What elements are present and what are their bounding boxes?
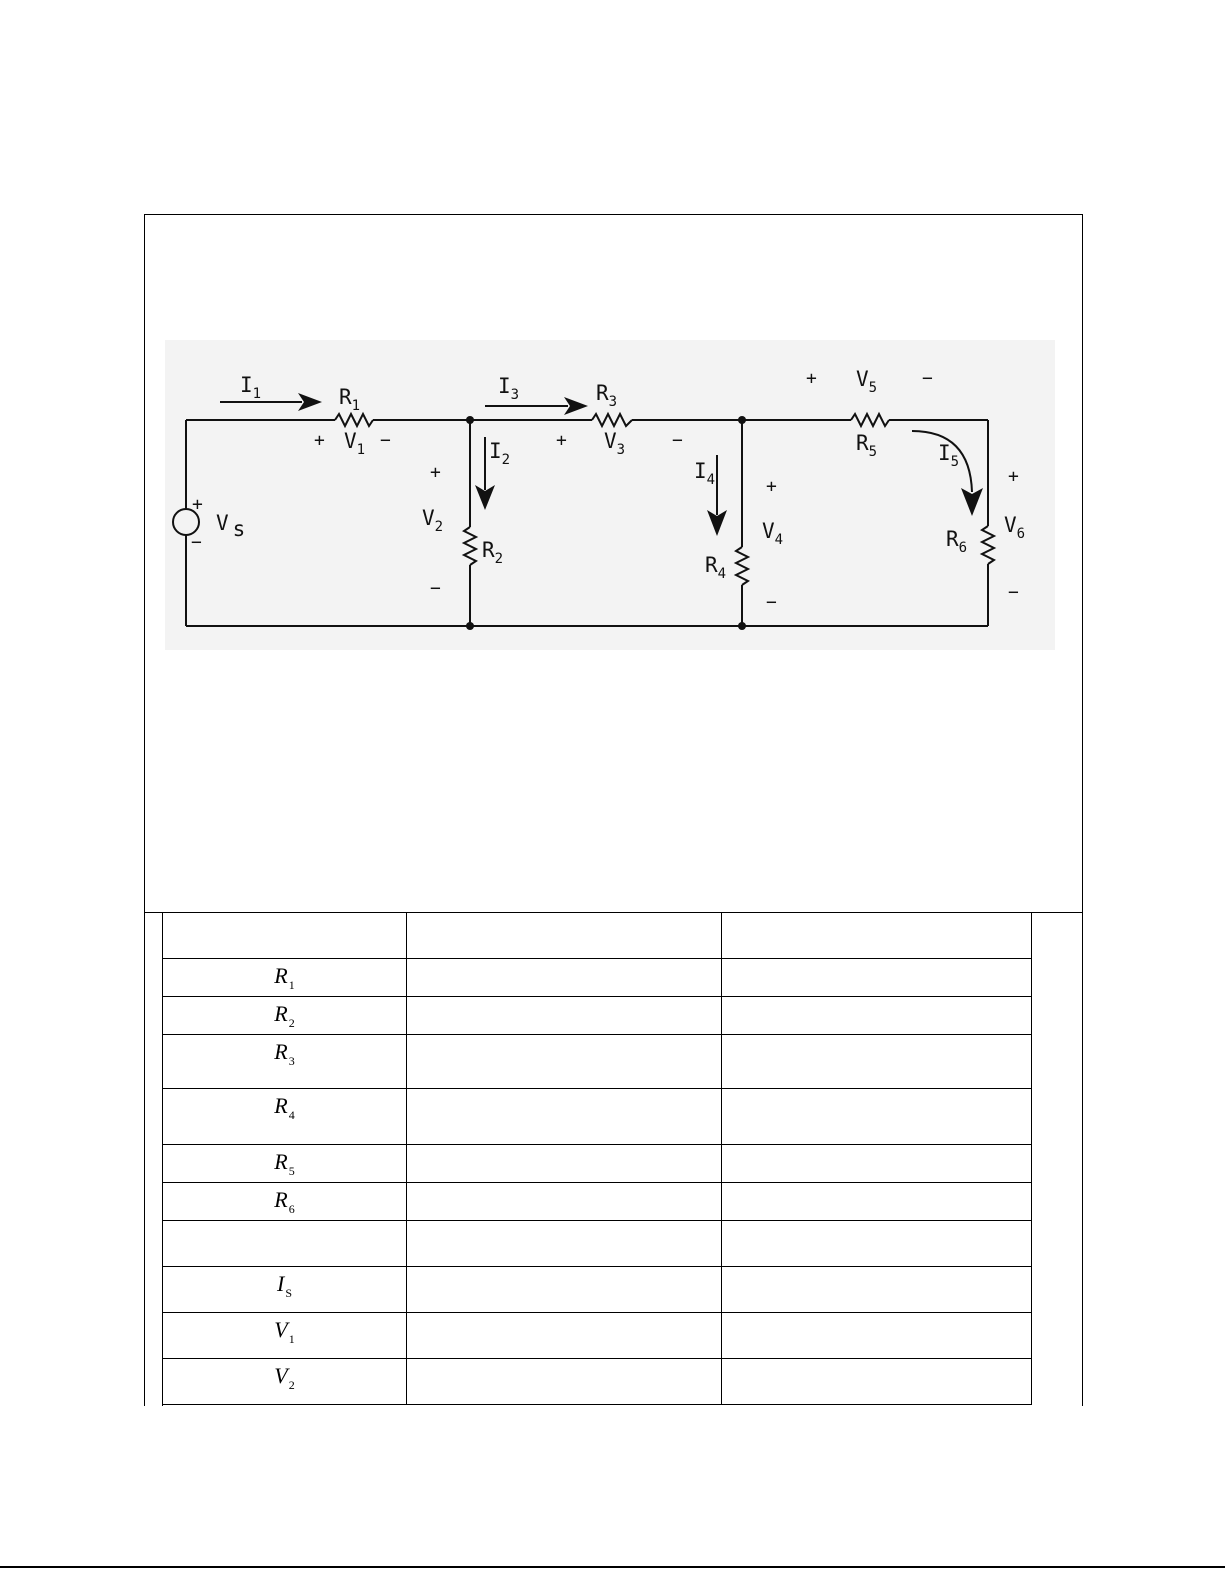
source-plus: +: [192, 494, 203, 515]
header-col-divider: [406, 912, 407, 958]
junction-node: [466, 622, 474, 630]
current-i2-label: $I_2$: [489, 439, 511, 468]
v3-plus: +: [556, 430, 567, 451]
table-row: [163, 1089, 1032, 1145]
voltage-v2-label: $V_2$: [422, 506, 444, 535]
table-row: [163, 1183, 1032, 1221]
value-cell[interactable]: [407, 1145, 722, 1183]
v2-minus: −: [430, 578, 441, 599]
table-row: [163, 1267, 1032, 1313]
symbol-cell: $V_2$: [163, 1359, 407, 1405]
symbol-cell: $V_1$: [163, 1313, 407, 1359]
page-bottom-rule: [0, 1566, 1225, 1568]
v4-plus: +: [766, 476, 777, 497]
resistor-r1-label: $R_1$: [339, 385, 361, 414]
header-col-divider: [721, 912, 722, 958]
voltage-v5-label: $V_5$: [856, 367, 878, 396]
current-i5-arrowhead: [961, 488, 983, 516]
source-minus: −: [191, 532, 202, 553]
voltage-v4-label: $V_4$: [762, 519, 784, 548]
v3-minus: −: [672, 430, 683, 451]
resistor-r6-label: $R_6$: [946, 527, 968, 556]
junction-node: [738, 622, 746, 630]
current-i1-label: $I_1$: [240, 373, 262, 402]
table-row: [163, 997, 1032, 1035]
resistor-r4-label: $R_4$: [705, 553, 727, 582]
value-cell[interactable]: [722, 1359, 1032, 1405]
value-cell[interactable]: [407, 1359, 722, 1405]
v2-plus: +: [430, 462, 441, 483]
value-cell[interactable]: [407, 1089, 722, 1145]
resistor-r3-zigzag: [592, 414, 632, 426]
resistor-r2-zigzag: [464, 527, 476, 565]
resistor-r2-label: $R_2$: [482, 538, 504, 567]
table-row: [163, 1035, 1032, 1089]
v1-plus: +: [314, 430, 325, 451]
value-cell[interactable]: [722, 1183, 1032, 1221]
v5-minus: −: [922, 368, 933, 389]
voltage-v1-label: $V_1$: [344, 429, 366, 458]
voltage-v6-label: $V_6$: [1004, 513, 1026, 542]
results-table: [162, 958, 1032, 1405]
symbol-cell: $I_S$: [163, 1267, 407, 1313]
table-row: [163, 1221, 1032, 1267]
v4-minus: −: [766, 592, 777, 613]
value-cell[interactable]: [722, 1313, 1032, 1359]
value-cell[interactable]: [722, 959, 1032, 997]
junction-node: [466, 416, 474, 424]
v1-minus: −: [380, 430, 391, 451]
value-cell[interactable]: [407, 1035, 722, 1089]
value-cell[interactable]: [407, 959, 722, 997]
section-divider: [144, 912, 1083, 913]
symbol-cell: [163, 1221, 407, 1267]
value-cell[interactable]: [722, 997, 1032, 1035]
table-row: [163, 1145, 1032, 1183]
current-i4-label: $I_4$: [694, 459, 716, 488]
voltage-v3-label: $V_3$: [604, 429, 626, 458]
symbol-cell: $R_1$: [163, 959, 407, 997]
value-cell[interactable]: [407, 1267, 722, 1313]
value-cell[interactable]: [407, 1313, 722, 1359]
v5-plus: +: [806, 368, 817, 389]
value-cell[interactable]: [722, 1145, 1032, 1183]
value-cell[interactable]: [407, 997, 722, 1035]
v6-plus: +: [1008, 466, 1019, 487]
symbol-cell: $R_4$: [163, 1089, 407, 1145]
symbol-cell: $R_3$: [163, 1035, 407, 1089]
source-vs-label: V s: [216, 511, 246, 541]
current-i5-label: $I_5$: [938, 441, 960, 470]
value-cell[interactable]: [407, 1221, 722, 1267]
resistor-r1-zigzag: [335, 414, 373, 426]
resistor-r6-zigzag: [982, 526, 994, 564]
table-row: [163, 1359, 1032, 1405]
value-cell[interactable]: [722, 1267, 1032, 1313]
symbol-cell: $R_5$: [163, 1145, 407, 1183]
value-cell[interactable]: [722, 1089, 1032, 1145]
junction-node: [738, 416, 746, 424]
symbol-cell: $R_6$: [163, 1183, 407, 1221]
resistor-r4-zigzag: [736, 547, 748, 585]
resistor-r3-label: $R_3$: [596, 381, 618, 410]
value-cell[interactable]: [407, 1183, 722, 1221]
symbol-cell: $R_2$: [163, 997, 407, 1035]
table-row: [163, 959, 1032, 997]
value-cell[interactable]: [722, 1035, 1032, 1089]
resistor-r5-label: $R_5$: [856, 431, 878, 460]
header-col-divider: [1031, 912, 1032, 958]
v6-minus: −: [1008, 582, 1019, 603]
value-cell[interactable]: [722, 1221, 1032, 1267]
resistor-r5-zigzag: [851, 414, 889, 426]
table-row: [163, 1313, 1032, 1359]
current-i3-label: $I_3$: [498, 374, 520, 403]
